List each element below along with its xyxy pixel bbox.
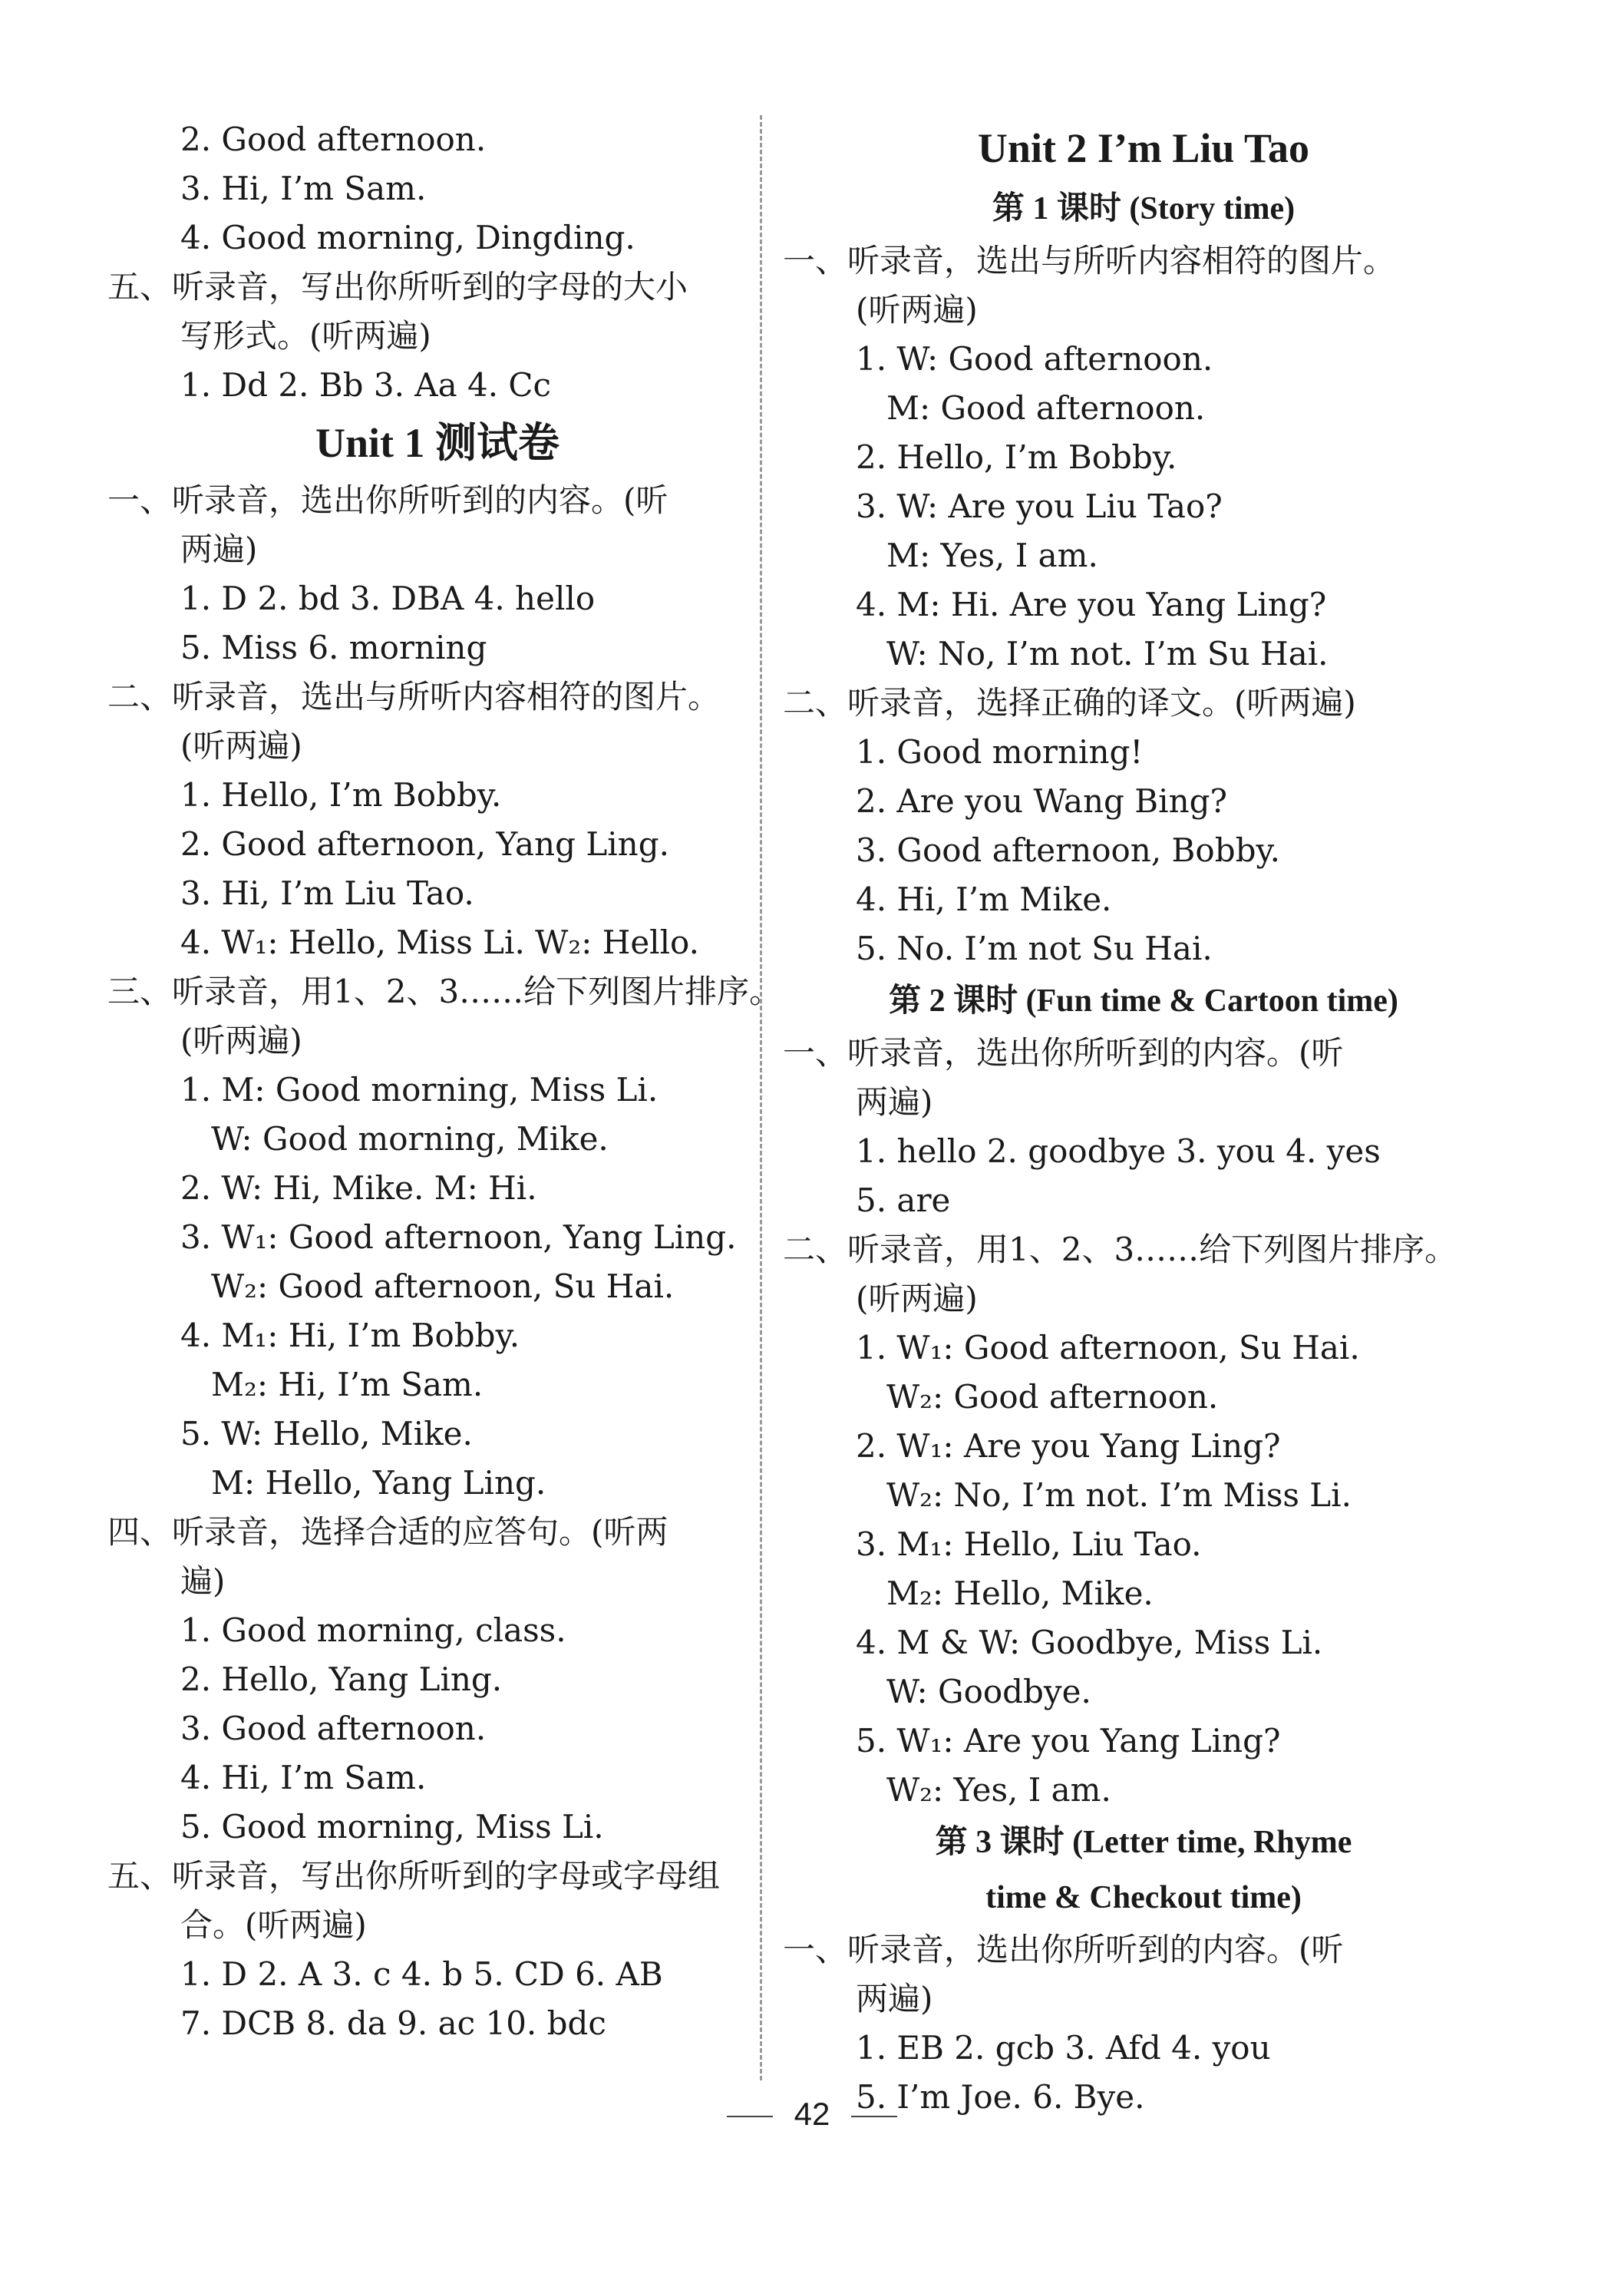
answer-line: 3. Hi, I’m Sam. [180,170,427,207]
left-column [107,115,782,2048]
section-instruction-continued: (听两遍) [856,1280,978,1317]
lesson-heading: 第 3 课时 (Letter time, Rhyme [935,1825,1352,1860]
answer-line-continued: M: Hello, Yang Ling. [211,1464,546,1502]
answer-line: 2. Hello, Yang Ling. [180,1660,503,1698]
section-instruction: 二、听录音，选出与所听内容相符的图片。 [107,678,721,715]
unit-title: Unit 1 测试卷 [315,420,559,466]
answer-line: 1. D 2. A 3. c 4. b 5. CD 6. AB [180,1955,663,1993]
answer-line: 5. Good morning, Miss Li. [180,1808,604,1846]
answer-line-continued: M: Good afternoon. [886,389,1206,427]
section-instruction: 三、听录音，用1、2、3……给下列图片排序。 [107,973,782,1010]
answer-line-continued: W₂: Good afternoon. [886,1378,1219,1416]
answer-line: 4. M₁: Hi, I’m Bobby. [180,1317,520,1354]
section-instruction: 四、听录音，选择合适的应答句。(听两 [107,1513,668,1551]
answer-line: 4. M & W: Goodbye, Miss Li. [856,1624,1323,1661]
section-instruction: 一、听录音，选出你所听到的内容。(听 [783,1034,1344,1072]
lesson-heading: time & Checkout time) [985,1880,1302,1915]
section-instruction-continued: (听两遍) [180,1022,302,1059]
section-instruction-continued: (听两遍) [180,727,302,765]
answer-line: 4. Good morning, Dingding. [180,219,635,256]
answer-line: 1. Good morning, class. [180,1611,566,1649]
answer-line: 5. W: Hello, Mike. [180,1415,473,1452]
lesson-heading: 第 2 课时 (Fun time & Cartoon time) [889,983,1398,1019]
answer-line: 1. W: Good afternoon. [856,340,1213,378]
footer-dash-left [727,2116,773,2117]
answer-line: 1. hello 2. goodbye 3. you 4. yes [856,1132,1381,1170]
answer-line: 4. W₁: Hello, Miss Li. W₂: Hello. [180,924,699,961]
page-number: 42 [794,2096,830,2132]
answer-line: 1. W₁: Good afternoon, Su Hai. [856,1329,1360,1366]
answer-line: 4. Hi, I’m Sam. [180,1759,427,1796]
answer-line: 3. W₁: Good afternoon, Yang Ling. [180,1218,737,1256]
answer-line: 1. EB 2. gcb 3. Afd 4. you [856,2029,1271,2067]
answer-line: 1. Hello, I’m Bobby. [180,776,502,814]
answer-line: 3. Good afternoon. [180,1710,487,1747]
answer-line-continued: M₂: Hi, I’m Sam. [211,1366,484,1403]
answer-line: 5. are [856,1181,951,1219]
answer-line: 5. Miss 6. morning [180,629,487,666]
answer-line: 7. DCB 8. da 9. ac 10. bdc [180,2004,606,2042]
section-instruction: 二、听录音，用1、2、3……给下列图片排序。 [783,1231,1457,1268]
section-instruction: 五、听录音，写出你所听到的字母或字母组 [107,1857,721,1895]
answer-line: 1. D 2. bd 3. DBA 4. hello [180,580,596,617]
answer-line: 1. Good morning! [856,733,1144,771]
section-instruction: 二、听录音，选择正确的译文。(听两遍) [783,684,1356,722]
page-footer [0,2096,1624,2133]
answer-line-continued: W: Good morning, Mike. [211,1120,609,1158]
section-instruction-continued: 写形式。(听两遍) [180,317,431,355]
answer-line: 5. I’m Joe. 6. Bye. [856,2078,1145,2116]
section-instruction: 一、听录音，选出与所听内容相符的图片。 [783,242,1396,279]
answer-line: 5. W₁: Are you Yang Ling? [856,1722,1281,1760]
answer-line: 2. Good afternoon. [180,121,487,158]
answer-line: 3. M₁: Hello, Liu Tao. [856,1525,1202,1563]
answer-line: 3. Hi, I’m Liu Tao. [180,874,474,912]
answer-line: 3. Good afternoon, Bobby. [856,831,1280,869]
answer-line: 1. Dd 2. Bb 3. Aa 4. Cc [180,366,552,404]
answer-line: 4. M: Hi. Are you Yang Ling? [856,586,1327,623]
section-instruction-continued: (听两遍) [856,291,978,329]
answer-line: 2. Hello, I’m Bobby. [856,438,1177,476]
answer-line: 5. No. I’m not Su Hai. [856,930,1213,967]
answer-line: 1. M: Good morning, Miss Li. [180,1071,659,1109]
answer-line-continued: W₂: Good afternoon, Su Hai. [211,1267,675,1305]
answer-line: 2. Are you Wang Bing? [856,782,1228,820]
unit-title: Unit 2 I’m Liu Tao [977,125,1310,171]
answer-line-continued: W: No, I’m not. I’m Su Hai. [886,635,1329,672]
section-instruction-continued: 两遍) [856,1980,933,2017]
answer-line-continued: W₂: Yes, I am. [886,1771,1111,1809]
answer-line: 3. W: Are you Liu Tao? [856,487,1223,525]
section-instruction-continued: 合。(听两遍) [180,1906,367,1944]
answer-line: 2. W: Hi, Mike. M: Hi. [180,1169,537,1207]
answer-line: 4. Hi, I’m Mike. [856,881,1112,918]
section-instruction-continued: 两遍) [180,530,258,568]
section-instruction: 一、听录音，选出你所听到的内容。(听 [783,1931,1344,1968]
footer-dash-right [851,2116,897,2117]
section-instruction: 五、听录音，写出你所听到的字母的大小 [107,268,688,306]
right-column [783,115,1504,2122]
answer-line-continued: M₂: Hello, Mike. [886,1575,1154,1612]
section-instruction-continued: 两遍) [856,1083,933,1121]
column-divider [760,115,762,2080]
answer-line-continued: W₂: No, I’m not. I’m Miss Li. [886,1476,1352,1514]
answer-line: 2. Good afternoon, Yang Ling. [180,825,669,863]
section-instruction-continued: 遍) [180,1562,226,1600]
answer-line-continued: W: Goodbye. [886,1673,1091,1710]
section-instruction: 一、听录音，选出你所听到的内容。(听 [107,481,668,519]
answer-line: 2. W₁: Are you Yang Ling? [856,1427,1281,1465]
lesson-heading: 第 1 课时 (Story time) [992,191,1296,226]
answer-line-continued: M: Yes, I am. [886,537,1098,574]
